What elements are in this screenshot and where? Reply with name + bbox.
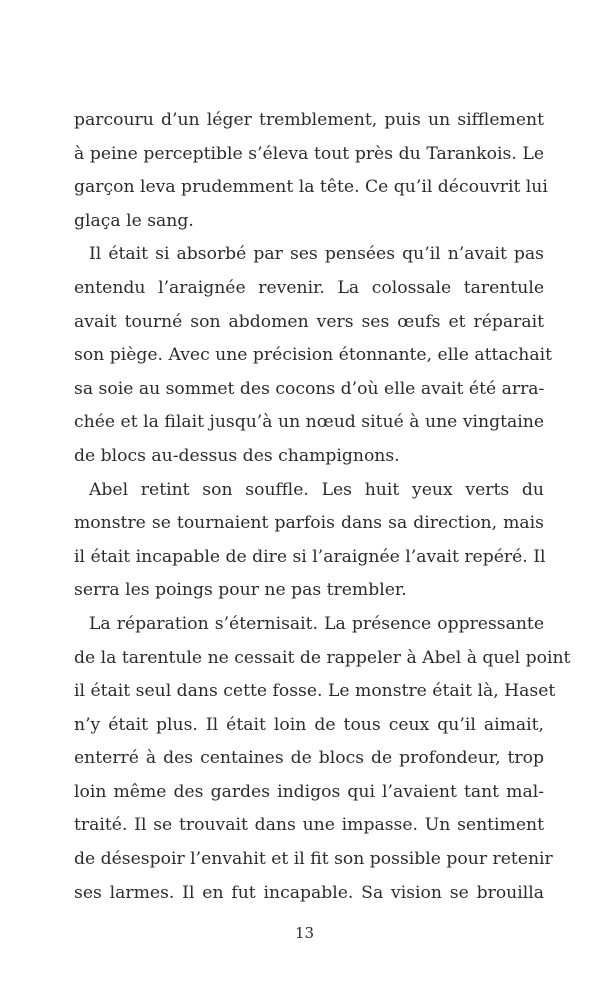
text-line: garçon leva prudemment la tête. Ce qu’il découvrit lui (74, 177, 548, 198)
text-line: il était incapable de dire si l’araignée l’avait repéré. Il (74, 546, 546, 567)
text-line: monstre se tournaient parfois dans sa direction, mais (74, 513, 544, 534)
text-line: sa soie au sommet des cocons d’où elle avait été arra- (74, 378, 545, 399)
page-number: 13 (294, 924, 315, 942)
text-line: glaça le sang. (74, 210, 194, 231)
paragraph-2 (74, 238, 552, 473)
text-line: La réparation s’éternisait. La présence oppressante (89, 613, 544, 634)
text-line: de la tarentule ne cessait de rappeler à Abel à quel point (74, 647, 571, 668)
text-line: Abel retint son souffle. Les huit yeux verts du (89, 479, 544, 500)
paragraph-4 (74, 608, 571, 910)
text-line: ses larmes. Il en fut incapable. Sa vision se brouilla (74, 882, 544, 903)
text-line: avait tourné son abdomen vers ses œufs et réparait (74, 311, 544, 332)
text-line: il était seul dans cette fosse. Le monstre était là, Haset (74, 681, 556, 702)
text-line: parcouru d’un léger tremblement, puis un sifflement (74, 110, 544, 130)
paragraph-3 (74, 474, 544, 608)
text-line: entendu l’araignée revenir. La colossale tarentule (74, 277, 544, 298)
text-line: enterré à des centaines de blocs de profondeur, trop (74, 748, 544, 769)
text-line: de blocs au-dessus des champignons. (74, 445, 400, 466)
text-line: loin même des gardes indigos qui l’avaient tant mal- (74, 781, 544, 802)
text-line: Il était si absorbé par ses pensées qu’il n’avait pas (89, 244, 544, 265)
body-text (74, 104, 571, 910)
text-line: chée et la filait jusqu’à un nœud situé à une vingtaine (74, 412, 544, 433)
text-line: n’y était plus. Il était loin de tous ceux qu’il aimait, (74, 714, 544, 735)
text-line: de désespoir l’envahit et il fit son possible pour retenir (74, 849, 553, 870)
text-line: serra les poings pour ne pas trembler. (74, 580, 407, 601)
paragraph-1 (74, 104, 548, 238)
text-line: son piège. Avec une précision étonnante, elle attachait (74, 345, 552, 366)
text-line: à peine perceptible s’éleva tout près du Tarankois. Le (74, 143, 544, 164)
text-line: traité. Il se trouvait dans une impasse. Un sentiment (74, 815, 544, 836)
